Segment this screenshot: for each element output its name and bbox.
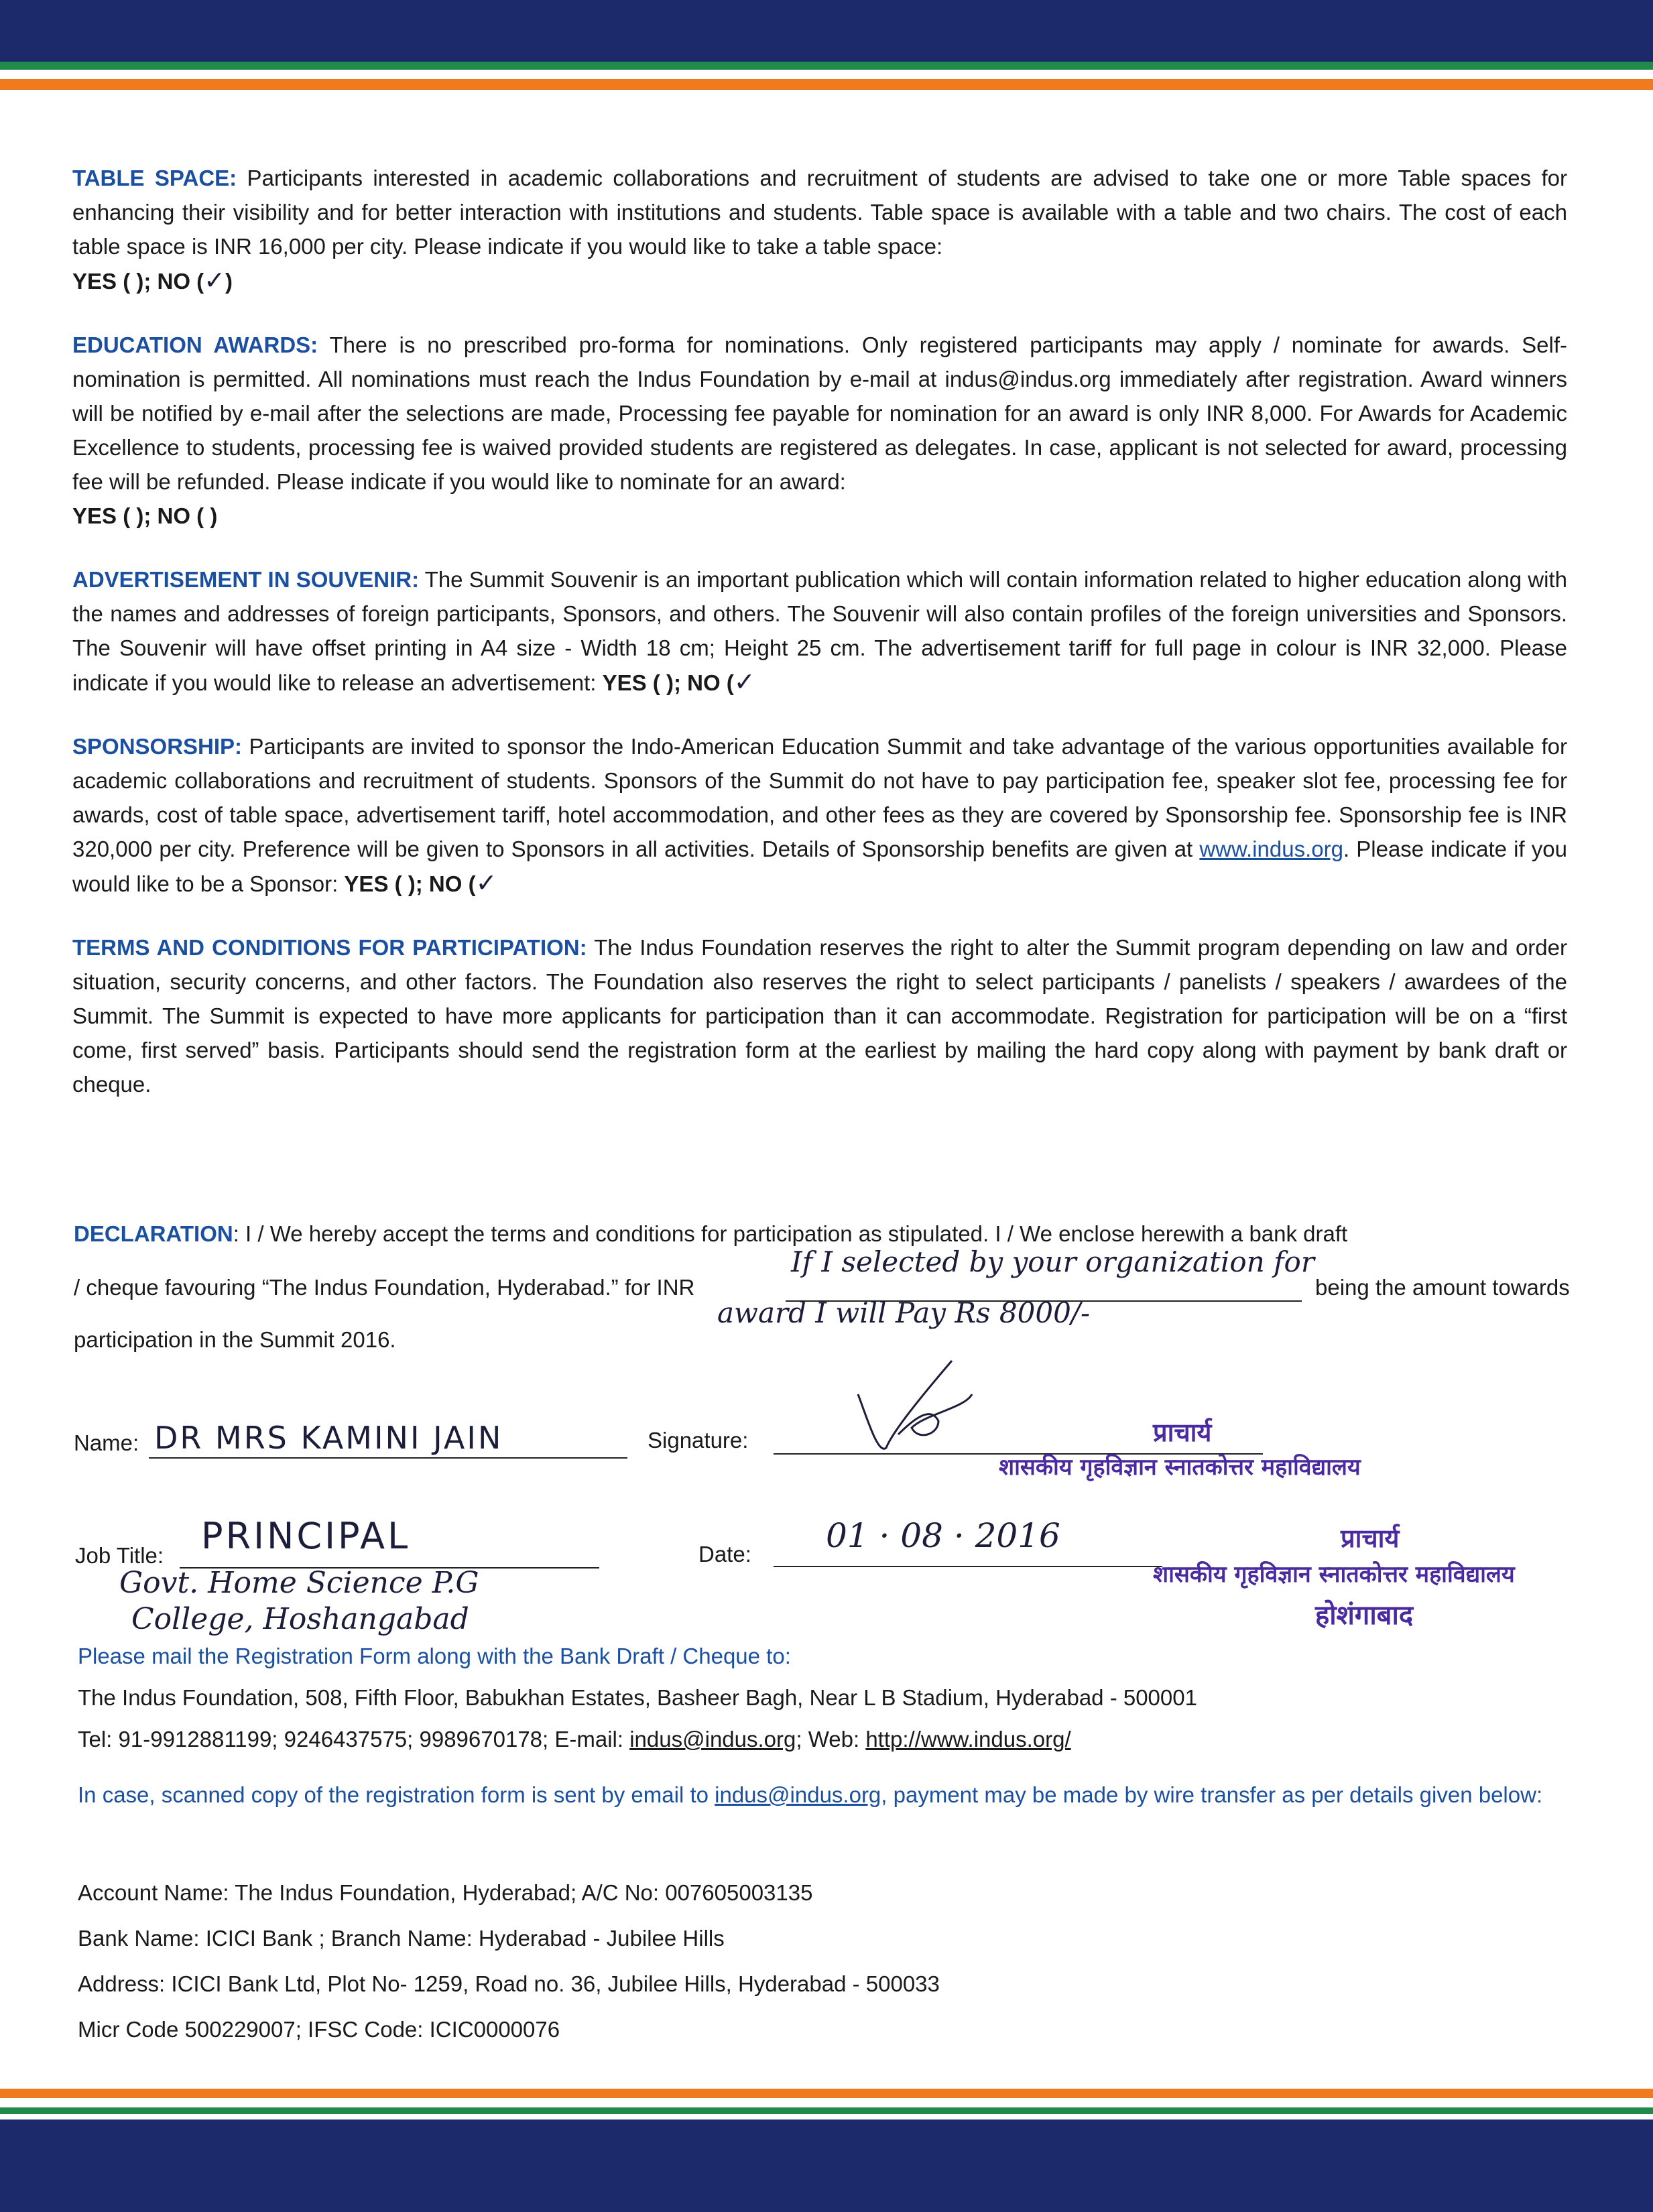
job-title-label: Job Title: <box>75 1543 164 1568</box>
wire-text-a: In case, scanned copy of the registration form is sent by email to <box>78 1782 715 1807</box>
sponsorship-yes-no[interactable]: YES ( ); NO ( <box>344 871 476 896</box>
table-space-text: Participants interested in academic collaborations and recruitment of students are advised to take one or more Table spaces for enhancing their visibility and for better interaction with institutions and students. Table space is available with a table and two chairs. The cost of each table space is INR 16,000 per city. Please indicate if you would like to take a table space: <box>72 166 1567 259</box>
footer-orange-stripe <box>0 2089 1653 2098</box>
job-title-value: PRINCIPAL <box>201 1515 411 1557</box>
advertisement-heading: ADVERTISEMENT IN SOUVENIR: <box>72 567 420 592</box>
signature-scribble <box>838 1347 1012 1461</box>
stamp-2-line: शासकीय गृहविज्ञान स्नातकोत्तर महाविद्यालय <box>1153 1561 1515 1588</box>
section-advertisement <box>72 562 1567 700</box>
declaration-line-2b: being the amount towards <box>1315 1275 1570 1300</box>
declaration-handwritten-line-1: If I selected by your organization for <box>791 1245 1314 1278</box>
education-awards-heading: EDUCATION AWARDS: <box>72 332 318 357</box>
bank-address: Address: ICICI Bank Ltd, Plot No- 1259, Road no. 36, Jubilee Hills, Hyderabad - 500033 <box>78 1971 940 1996</box>
sponsorship-link[interactable]: www.indus.org <box>1199 837 1343 861</box>
name-field[interactable] <box>149 1457 627 1459</box>
declaration-line-2a: / cheque favouring “The Indus Foundation, Hyderabad.” for INR <box>74 1275 695 1300</box>
header-navy-band <box>0 0 1653 67</box>
bank-codes: Micr Code 500229007; IFSC Code: ICIC0000076 <box>78 2017 560 2042</box>
table-space-close-paren: ) <box>225 269 233 294</box>
education-awards-text: There is no prescribed pro-forma for nominations. Only registered participants may apply / nominate for awards. Self-nomination is permitted. All nominations must reach the Indus Foundation by e-mail at indus@indus.org immediately after registration. Award winners will be notified by e-mail after the selections are made, Processing fee payable for nomination for an award is only INR 8,000. For Awards for Academic Excellence to students, processing fee is waived provided students are registered as delegates. In case, applicant is not selected for award, processing fee will be refunded. Please indicate if you would like to nominate for an award: <box>72 332 1567 494</box>
table-space-heading: TABLE SPACE: <box>72 166 237 190</box>
date-value: 01 · 08 · 2016 <box>826 1516 1060 1555</box>
header-orange-stripe <box>0 79 1653 90</box>
sponsorship-text-2: . Please indicate if you would like to be a Sponsor: <box>72 837 1567 896</box>
wire-intro <box>78 1779 1579 1811</box>
signature-label: Signature: <box>648 1428 749 1453</box>
mail-address: The Indus Foundation, 508, Fifth Floor, Babukhan Estates, Basheer Bagh, Near L B Stadium, Hyderabad - 500001 <box>78 1685 1197 1710</box>
terms-heading: TERMS AND CONDITIONS FOR PARTICIPATION: <box>72 935 587 960</box>
job-title-extra-1: Govt. Home Science P.G <box>119 1566 479 1600</box>
section-education-awards <box>72 328 1567 533</box>
name-value: DR MRS KAMINI JAIN <box>154 1420 503 1456</box>
wire-email-link[interactable]: indus@indus.org <box>715 1782 881 1807</box>
table-space-no-checkmark: ✓ <box>204 265 226 295</box>
wire-text-b: , payment may be made by wire transfer as per details given below: <box>881 1782 1543 1807</box>
advertisement-no-checkmark: ✓ <box>733 667 755 696</box>
declaration-heading: DECLARATION <box>74 1221 233 1246</box>
section-terms <box>72 930 1567 1101</box>
mail-tel: Tel: 91-9912881199; 9246437575; 9989670178; E-mail: <box>78 1727 630 1752</box>
terms-text: The Indus Foundation reserves the right to alter the Summit program depending on law and order situation, security concerns, and other factors. The Foundation also reserves the right to select participants / panelists / speakers / awardees of the Summit. The Summit is expected to have more applicants for participation than it can accommodate. Registration for participation will be on a “first come, first served” basis. Participants should send the registration form at the earliest by mailing the hard copy along with payment by bank draft or cheque. <box>72 935 1567 1097</box>
bank-details <box>78 1870 940 2052</box>
sponsorship-heading: SPONSORSHIP: <box>72 734 243 759</box>
stamp-1-title: प्राचार्य <box>1153 1418 1212 1447</box>
footer-green-stripe <box>0 2107 1653 2114</box>
mail-block <box>78 1636 1197 1760</box>
bank-name: Bank Name: ICICI Bank ; Branch Name: Hyderabad - Jubilee Hills <box>78 1926 725 1951</box>
form-body <box>72 161 1567 1131</box>
footer-navy-band <box>0 2119 1653 2212</box>
header-green-stripe <box>0 62 1653 70</box>
advertisement-yes-no[interactable]: YES ( ); NO ( <box>602 670 734 695</box>
bank-account: Account Name: The Indus Foundation, Hyderabad; A/C No: 007605003135 <box>78 1880 813 1905</box>
declaration-line-3: participation in the Summit 2016. <box>74 1327 396 1352</box>
declaration-line-1: : I / We hereby accept the terms and conditions for participation as stipulated. I / We enclose herewith a bank draft <box>233 1221 1348 1246</box>
section-table-space <box>72 161 1567 298</box>
stamp-2-city: होशंगाबाद <box>1315 1600 1414 1631</box>
sponsorship-no-checkmark: ✓ <box>475 868 497 898</box>
mail-web-link[interactable]: http://www.indus.org/ <box>865 1727 1071 1752</box>
table-space-yes-no[interactable]: YES ( ); NO ( <box>72 269 204 294</box>
advertisement-text: The Summit Souvenir is an important publication which will contain information related to higher education along with the names and addresses of foreign participants, Sponsors, and others. The Souvenir will also contain profiles of the foreign universities and Sponsors. The Souvenir will have offset printing in A4 size - Width 18 cm; Height 25 cm. The advertisement tariff for full page in colour is INR 32,000. Please indicate if you would like to release an advertisement: <box>72 567 1567 695</box>
education-awards-yes-no[interactable]: YES ( ); NO ( ) <box>72 503 218 528</box>
stamp-2-title: प्राचार्य <box>1341 1524 1400 1553</box>
date-label: Date: <box>698 1542 751 1566</box>
stamp-1-line: शासकीय गृहविज्ञान स्नातकोत्तर महाविद्यालय <box>999 1454 1361 1481</box>
sponsorship-text: Participants are invited to sponsor the Indo-American Education Summit and take advantage of the various opportunities available for academic collaborations and recruitment of students. Sponsors of the Summit do not have to pay participation fee, speaker slot fee, processing fee for awards, cost of table space, advertisement tariff, hotel accommodation, and other fees as they are covered by Sponsorship fee. Sponsorship fee is INR 320,000 per city. Preference will be given to Sponsors in all activities. Details of Sponsorship benefits are given at <box>72 734 1567 861</box>
mail-instruction: Please mail the Registration Form along with the Bank Draft / Cheque to: <box>78 1644 791 1668</box>
mail-contact-line <box>78 1719 1197 1760</box>
section-sponsorship <box>72 729 1567 901</box>
date-field[interactable] <box>774 1566 1162 1567</box>
mail-email-link[interactable]: indus@indus.org <box>629 1727 796 1752</box>
mail-web-label: ; Web: <box>796 1727 866 1752</box>
job-title-extra-2: College, Hoshangabad <box>131 1602 469 1636</box>
declaration-handwritten-line-2: award I will Pay Rs 8000/- <box>717 1296 1091 1329</box>
name-label: Name: <box>74 1430 139 1455</box>
